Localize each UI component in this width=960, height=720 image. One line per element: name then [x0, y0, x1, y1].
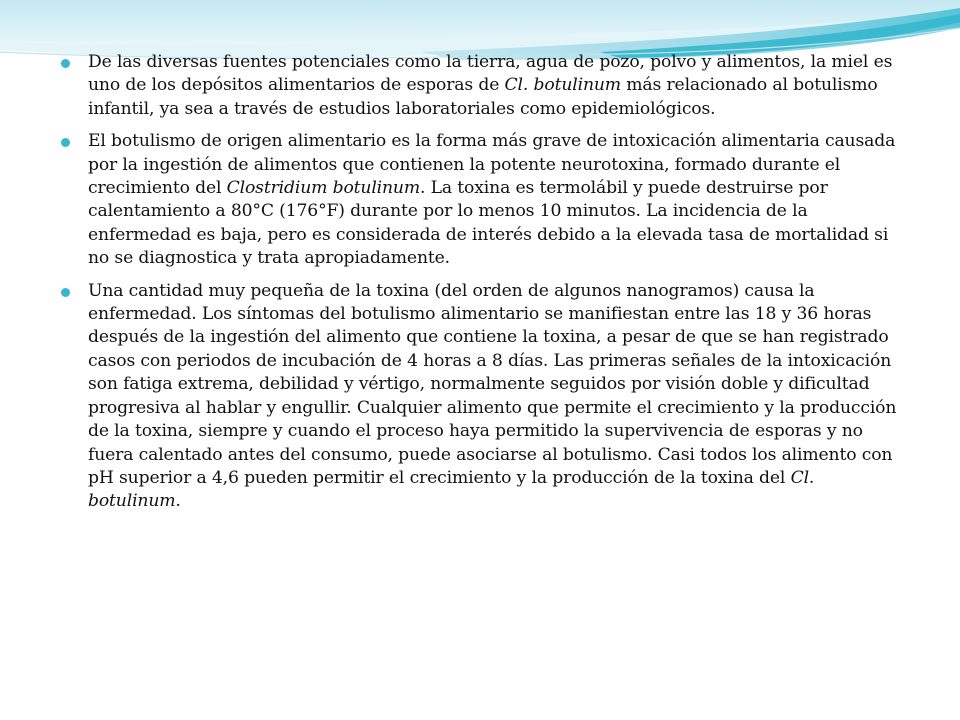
bullet-dot-icon [61, 288, 70, 297]
bullet-dot-icon [61, 138, 70, 147]
bullet-text: De las diversas fuentes potenciales como la tierra, agua de pozo, polvo y alimentos, la miel es uno de los depósitos alimentarios de esporas de Cl. botulinum más relacionado al botulismo infantil, ya sea a través de estudios laboratoriales como epidemiológicos. [88, 52, 893, 119]
bullet-text: Una cantidad muy pequeña de la toxina (del orden de algunos nanogramos) causa la enfermedad. Los síntomas del botulismo alimentario se manifiestan entre las 18 y 36 horas después de la ingestión del alimento que contiene la toxina, a pesar de que se han registrado casos con periodos de incubación de 4 horas a 8 días. Las primeras señales de la intoxicación son fatiga extrema, debilidad y vértigo, normalmente seguidos por visión doble y dificultad progresiva al hablar y engullir. Cualquier alimento que permite el crecimiento y la producción de la toxina, siempre y cuando el proceso haya permitido la supervivencia de esporas y no fuera calentado antes del consumo, puede asociarse al botulismo. Casi todos los alimento con pH superior a 4,6 pueden permitir el crecimiento y la producción de la toxina del Cl. botulinum. [88, 280, 897, 512]
bullet-text: El botulismo de origen alimentario es la forma más grave de intoxicación alimentaria causada por la ingestión de alimentos que contienen la potente neurotoxina, formado durante el crecimiento del Clostridium botulinum. La toxina es termolábil y puede destruirse por calentamiento a 80°C (176°F) durante por lo menos 10 minutos. La incidencia de la enfermedad es baja, pero es considerada de interés debido a la elevada tasa de mortalidad si no se diagnostica y trata apropiadamente. [88, 131, 896, 269]
bullet-item-toxin-symptoms [56, 280, 906, 514]
bullet-item-foodborne-botulism [56, 130, 906, 270]
bullet-item-honey-sources [56, 51, 906, 121]
bullet-list [56, 51, 906, 523]
bullet-dot-icon [61, 59, 70, 68]
